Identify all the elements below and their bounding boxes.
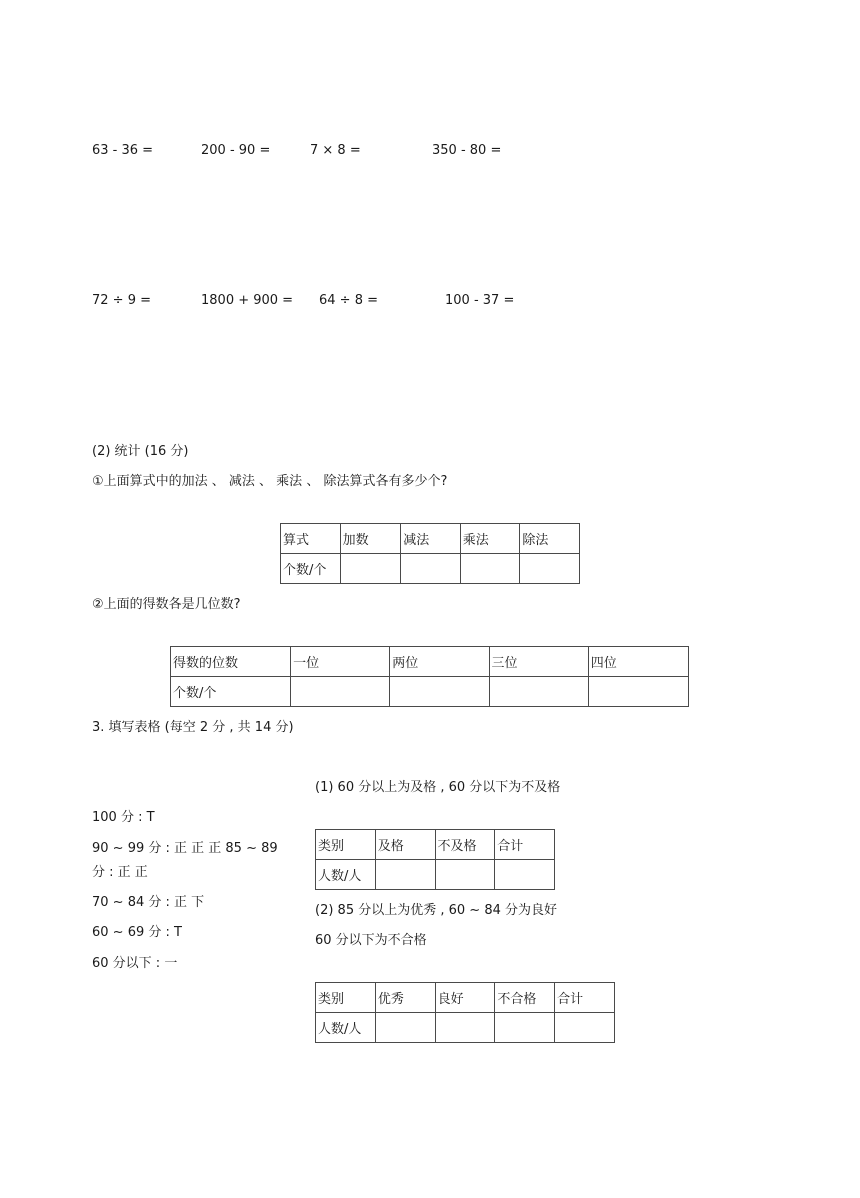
table-header-row [281, 524, 580, 554]
header-cell: 减法 [401, 524, 461, 554]
answer-cell[interactable] [375, 860, 435, 890]
answer-cell[interactable] [489, 677, 588, 707]
header-cell: 得数的位数 [171, 647, 291, 677]
header-cell: 除法 [520, 524, 580, 554]
header-cell: 类别 [316, 830, 376, 860]
digit-count-table [170, 646, 689, 707]
table-header-row [171, 647, 689, 677]
tally-90-99: 90 ~ 99 分 : 正 正 正 85 ~ 89 [92, 841, 278, 856]
header-cell: 三位 [489, 647, 588, 677]
section3-heading: 3. 填写表格 (每空 2 分 , 共 14 分) [92, 720, 294, 735]
answer-cell[interactable] [588, 677, 688, 707]
stats-question-1: ①上面算式中的加法 、 减法 、 乘法 、 除法算式各有多少个? [92, 474, 448, 489]
problem-1800-plus-900: 1800 + 900 = [201, 293, 294, 308]
answer-cell[interactable] [375, 1013, 435, 1043]
answer-cell[interactable] [555, 1013, 615, 1043]
tally-70-84: 70 ~ 84 分 : 正 下 [92, 895, 205, 910]
tally-100: 100 分 : T [92, 810, 155, 825]
row-label: 个数/个 [171, 677, 291, 707]
tally-below-60: 60 分以下 : 一 [92, 956, 178, 971]
header-cell: 不及格 [435, 830, 495, 860]
header-cell: 四位 [588, 647, 688, 677]
operation-count-table [280, 523, 580, 584]
part2-caption-line2: 60 分以下为不合格 [315, 933, 427, 948]
header-cell: 优秀 [375, 983, 435, 1013]
part1-caption: (1) 60 分以上为及格 , 60 分以下为不及格 [315, 780, 561, 795]
problem-200-minus-90: 200 - 90 = [201, 143, 271, 158]
answer-cell[interactable] [390, 677, 489, 707]
header-cell: 一位 [291, 647, 390, 677]
header-cell: 及格 [375, 830, 435, 860]
header-cell: 良好 [435, 983, 495, 1013]
header-cell: 两位 [390, 647, 489, 677]
part2-caption: (2) 85 分以上为优秀 , 60 ~ 84 分为良好 [315, 903, 557, 918]
answer-cell[interactable] [460, 554, 520, 584]
table-header-row [316, 983, 615, 1013]
grade-level-table [315, 982, 615, 1043]
header-cell: 乘法 [460, 524, 520, 554]
tally-85-89: 分 : 正 正 [92, 865, 148, 880]
row-label: 人数/人 [316, 1013, 376, 1043]
header-cell: 合计 [555, 983, 615, 1013]
row-label: 人数/人 [316, 860, 376, 890]
problem-63-minus-36: 63 - 36 = [92, 143, 154, 158]
pass-fail-table [315, 829, 555, 890]
stats-question-2: ②上面的得数各是几位数? [92, 597, 241, 612]
table-row [281, 554, 580, 584]
table-row [171, 677, 689, 707]
answer-cell[interactable] [340, 554, 401, 584]
header-cell: 合计 [495, 830, 555, 860]
answer-cell[interactable] [291, 677, 390, 707]
tally-60-69: 60 ~ 69 分 : T [92, 925, 182, 940]
problem-350-minus-80: 350 - 80 = [432, 143, 502, 158]
stats-heading: (2) 统计 (16 分) [92, 444, 189, 459]
answer-cell[interactable] [435, 860, 495, 890]
table-header-row [316, 830, 555, 860]
header-cell: 算式 [281, 524, 341, 554]
table-row [316, 860, 555, 890]
header-cell: 加数 [340, 524, 401, 554]
answer-cell[interactable] [401, 554, 461, 584]
row-label: 个数/个 [281, 554, 341, 584]
answer-cell[interactable] [495, 1013, 555, 1043]
header-cell: 不合格 [495, 983, 555, 1013]
header-cell: 类别 [316, 983, 376, 1013]
problem-64-div-8: 64 ÷ 8 = [319, 293, 378, 308]
answer-cell[interactable] [520, 554, 580, 584]
problem-7-times-8: 7 × 8 = [310, 143, 361, 158]
problem-100-minus-37: 100 - 37 = [445, 293, 515, 308]
answer-cell[interactable] [435, 1013, 495, 1043]
table-row [316, 1013, 615, 1043]
problem-72-div-9: 72 ÷ 9 = [92, 293, 151, 308]
answer-cell[interactable] [495, 860, 555, 890]
